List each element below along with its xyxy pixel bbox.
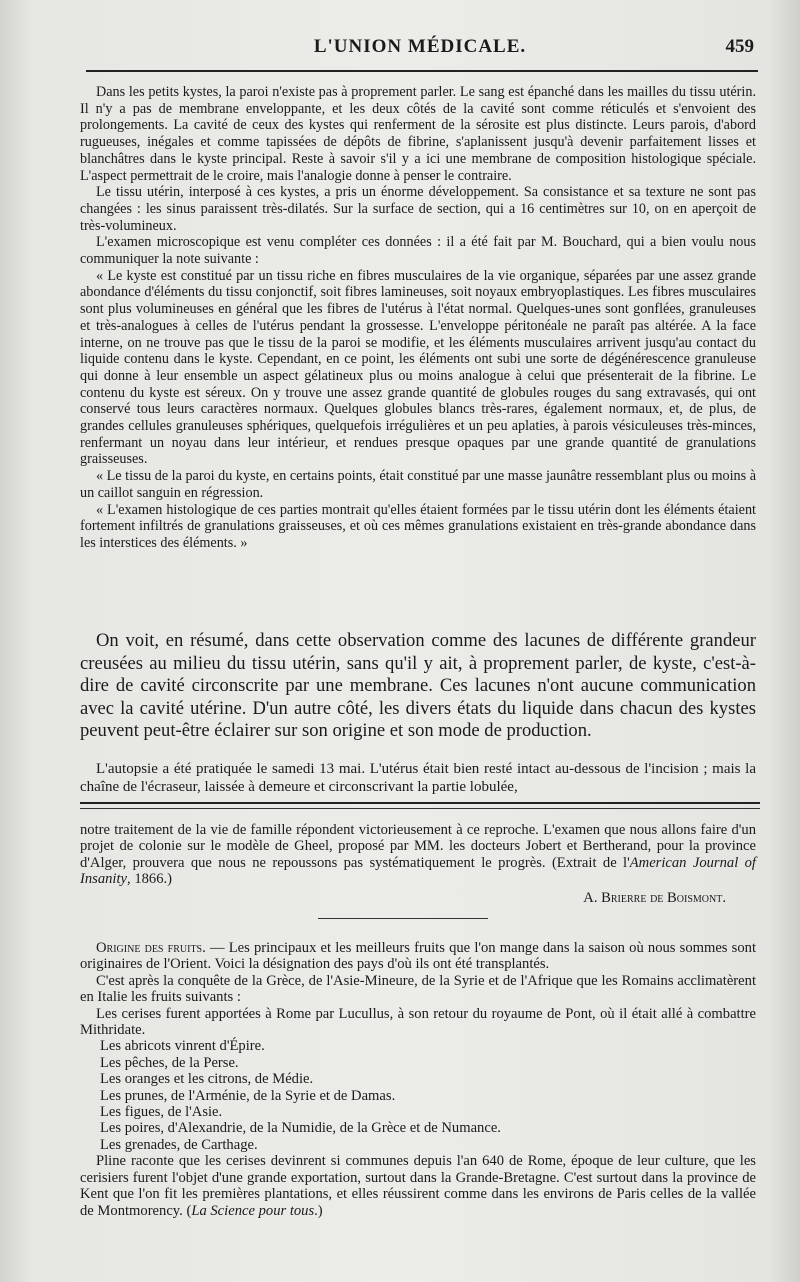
paragraph: L'examen microscopique est venu compléter ces données : il a été fait par M. Bouchard, qui a bien voulu nous communiquer la note suivante : (80, 234, 756, 268)
section-heading: Origine des fruits. (96, 940, 206, 956)
list-item: Les grenades, de Carthage. (100, 1136, 258, 1153)
paragraph: « L'examen histologique de ces parties montrait qu'elles étaient formées par le tissu utérin dont les éléments étaient fortement infiltrés de granulations graisseuses, et où ces mêmes granulations existaient en très-grande abondance dans les interstices des éléments. » (80, 501, 756, 551)
paragraph (80, 940, 756, 973)
list-item: Les oranges et les citrons, de Médie. (100, 1071, 314, 1088)
journal-title: American Journal of Insanity (80, 854, 756, 888)
page-number: 459 (725, 36, 754, 57)
case-report-section (80, 84, 756, 552)
list-item: Les figues, de l'Asie. (100, 1104, 223, 1121)
paragraph (80, 1153, 756, 1219)
list-item: Les prunes, de l'Arménie, de la Syrie et de Damas. (100, 1087, 396, 1104)
list-item: Les abricots vinrent d'Épire. (100, 1038, 265, 1055)
source-title: La Science pour tous (191, 1202, 315, 1219)
paragraph: « Le kyste est constitué par un tissu riche en fibres musculaires de la vie organique, séparées par une assez grande abondance d'éléments du tissu conjonctif, soit fibres lamineuses, soit noyaux embryoplastiques. Les fibres musculaires sont plus volumineuses en général que les fibres de l'utérus à l'état normal. Quelques-unes sont gonflées, granuleuses et très-analogues à celles de l'utérus pendant la grossesse. L'enveloppe péritonéale ne paraît pas altérée. A la face interne, on ne trouve pas que le tissu de la paroi se modifie, et les éléments musculaires arrivent jusqu'au contact du liquide contenu dans le kyste. Cependant, en ce point, les éléments ont subi une sorte de dégénérescence granuleuse qui donne à leur ensemble un aspect gélatineux plus ou moins analogue à celui que présenterait de la fibrine. Le contenu du kyste est séreux. On y trouve une assez grande quantité de globules rouges du sang extravasés, qui ont conservé tous leurs caractères normaux. Quelques globules blancs très-rares, également normaux, et, de plus, de grandes cellules granuleuses sphériques, quelquefois irrégulières et un peu aplaties, à parois vésiculeuses très-minces, renfermant un noyau dans leur intérieur, et rendues presque opaques par une grande quantité de granulations graisseuses. (80, 267, 756, 468)
text: notre traitement de la vie de famille répondent victorieusement à ce reproche. L'examen que nous allons faire d'un projet de colonie sur le modèle de Gheel, proposé par MM. les docteurs Jobert et Bertherand, pour la province d'Alger, prouvera que nous ne repoussons pas systématiquement le progrès. (Extrait de l' (80, 822, 756, 871)
text: .) (314, 1202, 323, 1219)
paragraph: L'autopsie a été pratiquée le samedi 13 mai. L'utérus était bien resté intact au-dessous de l'incision ; mais la chaîne de l'écraseur, laissée à demeure et circonscrivant la partie lobulée, (80, 761, 756, 795)
paragraph: « Le tissu de la paroi du kyste, en certains points, était constitué par une masse jaunâtre ressemblant plus ou moins à un caillot sanguin en régression. (80, 468, 756, 501)
page-header (80, 36, 760, 66)
feuilleton-section (80, 822, 756, 906)
paragraph: Dans les petits kystes, la paroi n'existe pas à proprement parler. Le sang est épanché dans les mailles du tissu utérin. Il n'y a pas de membrane enveloppante, et les deux côtés de la cavité sont comme réticulés et s'envoient des prolongements. La cavité de ceux des kystes qui renferment de la sérosite est plus distincte. Leurs parois, d'abord rugueuses, inégales et comme tapissées de dépôts de fibrine, s'aplanissent jusqu'à devenir parfaitement lisses et blanchâtres dans le kyste principal. Reste à savoir s'il y a ici une membrane de composition histologique spéciale. L'aspect permettrait de le croire, mais l'analogie donne à penser le contraire. (80, 84, 756, 184)
fruits-section (80, 940, 756, 1219)
paragraph: Le tissu utérin, interposé à ces kystes, a pris un énorme développement. Sa consistance et sa texture ne sont pas changées : les sinus paraissent très-dilatés. Sur la surface de section, qui a 16 centimètres sur 10, on en aperçoit de très-volumineux. (80, 184, 756, 234)
text: , 1866.) (127, 871, 173, 888)
short-divider (318, 918, 488, 919)
paragraph: Les cerises furent apportées à Rome par Lucullus, à son retour du royaume de Pont, où il était allé à combattre Mithridate. (80, 1005, 756, 1039)
text: — Les principaux et les meilleurs fruits que l'on mange dans la saison où nous sommes sont originaires de l'Orient. Voici la désignation des pays d'où ils ont été transplantés. (80, 940, 756, 973)
summary-section (80, 630, 756, 743)
paragraph (80, 822, 756, 888)
running-title: L'UNION MÉDICALE. (313, 36, 527, 57)
paragraph: On voit, en résumé, dans cette observation comme des lacunes de différente grandeur creusées au milieu du tissu utérin, sans qu'il y ait, à proprement parler, de kyste, c'est-à-dire de cavité circonscrite par une membrane. Ces lacunes n'ont aucune communication avec la cavité utérine. D'un autre côté, les divers états du liquide dans chacun des kystes peuvent peut-être éclairer sur son origine et son mode de production. (80, 630, 756, 742)
list-item: Les pêches, de la Perse. (100, 1054, 239, 1071)
signature: A. Brierre de Boismont. (583, 889, 726, 906)
autopsy-section (80, 760, 756, 796)
list-item: Les poires, d'Alexandrie, de la Numidie, de la Grèce et de Numance. (100, 1120, 501, 1137)
header-rule (86, 70, 758, 72)
paragraph: C'est après la conquête de la Grèce, de l'Asie-Mineure, de la Syrie et de l'Afrique que les Romains acclimatèrent en Italie les fruits suivants : (80, 972, 756, 1006)
text: Pline raconte que les cerises devinrent si communes depuis l'an 640 de Rome, époque de leur culture, que les cerisiers furent l'objet d'une grande exportation, surtout dans la Grande-Bretagne. C'est surtout dans la province de Kent que l'on fit les premières plantations, et elles réussirent comme dans les environs de Paris celles de la vallée de Montmorency. ( (80, 1153, 756, 1219)
section-divider (80, 802, 760, 809)
